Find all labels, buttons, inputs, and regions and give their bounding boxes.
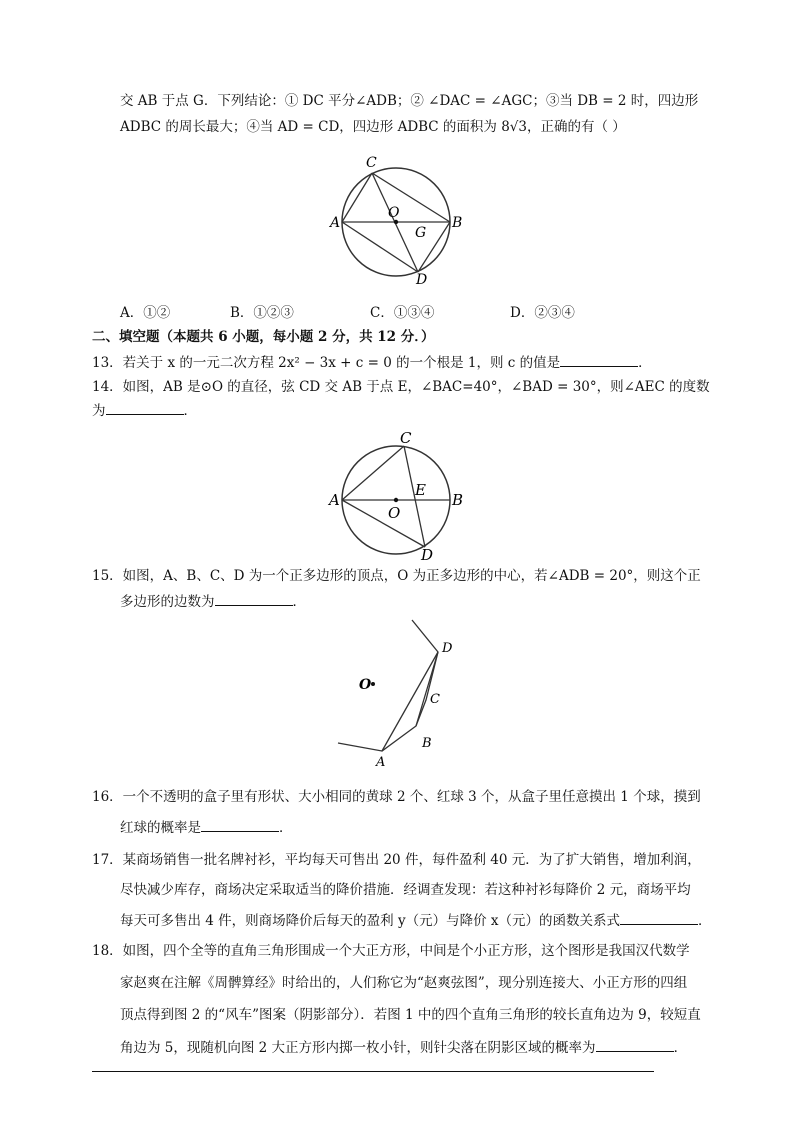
q14-figure	[326, 428, 466, 568]
q14-label-o: O	[388, 504, 401, 522]
q17-line3-text: 每天可多售出 4 件，则商场降价后每天的盈利 y（元）与降价 x（元）的函数关系式	[120, 913, 620, 929]
q12-option-a: A．①②	[120, 305, 171, 321]
q14-line2	[92, 400, 197, 421]
q15-figure	[330, 616, 470, 776]
q16-line1: 16．一个不透明的盒子里有形状、大小相同的黄球 2 个、红球 3 个，从盒子里任意摸出 1 个球，摸到	[92, 789, 701, 805]
q15-label-b: B	[422, 736, 432, 751]
q17-line1: 17．某商场销售一批名牌衬衫，平均每天可售出 20 件，每件盈利 40 元．为了扩大销售，增加利润，	[92, 852, 701, 868]
q14-label-c: C	[400, 429, 412, 447]
section2-heading: 二、填空题（本题共 6 小题，每小题 2 分，共 12 分．）	[92, 329, 435, 345]
q15-label-c: C	[430, 692, 440, 707]
q12-label-d: D	[416, 272, 428, 288]
q18-line2: 家赵爽在注解《周髀算经》时给出的，人们称它为“赵爽弦图”，现分别连接大、小正方形的四组	[120, 975, 688, 991]
q15-label-a: A	[376, 755, 386, 770]
q14-answer-blank	[106, 400, 184, 415]
q15-center-dot	[371, 682, 375, 686]
page-bottom-rule	[92, 1071, 654, 1072]
q15-line2	[120, 591, 306, 612]
q16-answer-blank	[201, 817, 279, 832]
q15-line1: 15．如图，A、B、C、D 为一个正多边形的顶点，O 为正多边形的中心，若∠ADB = 20°，则这个正	[92, 568, 701, 584]
q12-option-b: B．①②③	[230, 305, 294, 321]
q18-line1: 18．如图，四个全等的直角三角形围成一个大正方形，中间是个小正方形，这个图形是我国汉代数学	[92, 943, 690, 959]
q12-line2: ADBC 的周长最大；④当 AD = CD，四边形 ADBC 的面积为 8√3，正确的有（ ）	[120, 119, 626, 135]
q15-segment-bd	[416, 652, 438, 726]
q14-label-a: A	[329, 491, 340, 509]
q13	[92, 352, 652, 373]
q18-line4	[120, 1037, 687, 1058]
q15-label-o: O	[359, 677, 372, 693]
q17-answer-blank	[620, 910, 698, 925]
q17-line3	[120, 910, 712, 931]
q12-label-o: O	[388, 205, 400, 221]
q14-chord-ac	[342, 446, 404, 500]
q14-center-dot	[394, 498, 398, 502]
q14-label-d: D	[421, 546, 434, 564]
q15-label-d: D	[442, 641, 453, 656]
q12-line1: 交 AB 于点 G．下列结论：① DC 平分∠ADB；② ∠DAC = ∠AGC；③当 DB = 2 时，四边形	[120, 93, 699, 109]
q18-line4-end: ．	[673, 1040, 688, 1056]
q18-line3: 顶点得到图 2 的“风车”图案（阴影部分）．若图 1 中的四个直角三角形的较长直角边为 9，较短直	[120, 1007, 701, 1023]
q15-line2-text: 多边形的边数为	[120, 594, 215, 610]
q12-option-c: C．①③④	[370, 305, 435, 321]
q17-line2: 尽快减少库存，商场决定采取适当的降价措施．经调查发现：若这种衬衫每降价 2 元，商场平均	[120, 882, 691, 898]
q17-line3-end: ．	[698, 913, 712, 929]
q16-line2-text: 红球的概率是	[120, 820, 201, 836]
q15-answer-blank	[215, 591, 293, 606]
q12-option-d: D．②③④	[510, 305, 575, 321]
q15-polygon-sides	[338, 620, 438, 751]
q12-label-g: G	[415, 225, 427, 241]
q14-chord-ad	[342, 500, 425, 547]
q14-line2-text: 为	[92, 403, 106, 419]
q14-line1: 14．如图，AB 是⊙O 的直径，弦 CD 交 AB 于点 E，∠BAC=40°，∠BAD = 30°，则∠AEC 的度数	[92, 379, 710, 395]
q12-label-c: C	[366, 155, 377, 171]
q18-line4-text: 角边为 5，现随机向图 2 大正方形内掷一枚小针，则针尖落在阴影区域的概率为	[120, 1040, 596, 1056]
q12-chord-ca	[342, 173, 372, 222]
q16-line2-end: ．	[279, 820, 293, 836]
q14-line2-end: ．	[183, 403, 197, 419]
q13-answer-blank	[560, 352, 638, 367]
q12-label-b: B	[452, 215, 463, 231]
q14-label-e: E	[415, 481, 426, 499]
q16-line2	[120, 817, 293, 838]
q14-label-b: B	[452, 491, 464, 509]
q13-text: 13．若关于 x 的一元二次方程 2x² − 3x + c = 0 的一个根是 1，则 c 的值是	[92, 355, 561, 371]
q18-answer-blank	[596, 1037, 674, 1052]
q12-label-a: A	[330, 215, 341, 231]
q15-line2-end: ．	[292, 594, 306, 610]
q13-end: ．	[638, 355, 652, 371]
q12-figure	[326, 150, 466, 290]
